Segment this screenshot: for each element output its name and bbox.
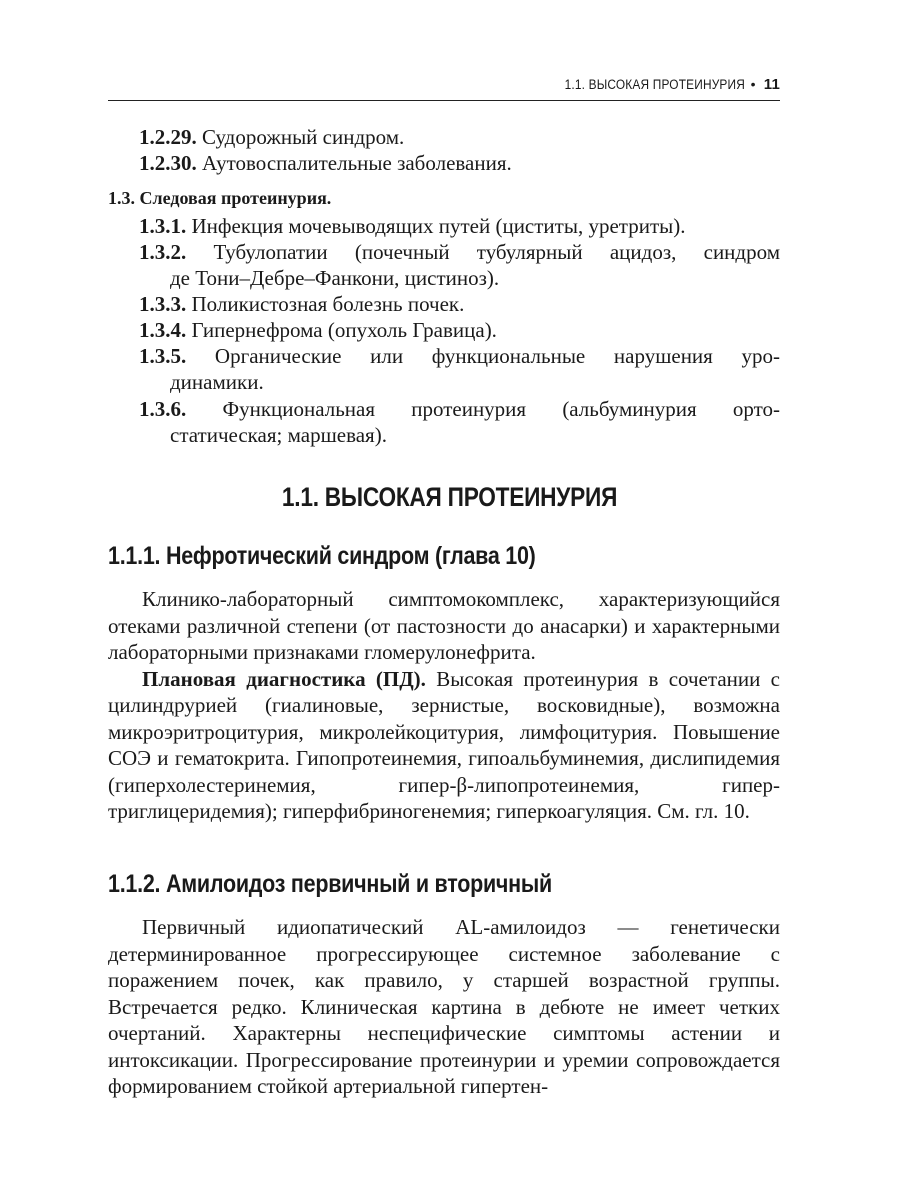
list-item xyxy=(139,151,512,175)
running-head xyxy=(108,76,780,101)
paragraph: Первичный идиопатический AL-амилоидоз — генетически детерминированное прогрессирующее системное заболевание с поражением почек, как правило, у старшей возрастной группы. Встречается редко. Клиническая картина в дебюте не имеет четких очертаний. Характерны неспецифические симптомы астении и интоксикации. Прогрессирование протеинурии и уремии сопровождается формированием стойкой артериальной гипертен- xyxy=(108,915,780,1098)
list-item-continuation: статическая; маршевая). xyxy=(170,423,387,447)
list-item xyxy=(139,214,685,238)
list-item-number: 1.3.3. xyxy=(139,292,187,316)
chapter-heading-text: 1.1. ВЫСОКАЯ ПРОТЕИНУРИЯ xyxy=(282,482,618,512)
list-item-text: Гипернефрома (опухоль Гравица). xyxy=(191,318,497,342)
list-item xyxy=(139,397,780,421)
running-head-title: 1.1. ВЫСОКАЯ ПРОТЕИНУРИЯ xyxy=(564,77,745,92)
list-item-continuation: де Тони–Дебре–Фанкони, цистиноз). xyxy=(170,266,500,290)
paragraph xyxy=(108,666,780,825)
section-1-1-2-body xyxy=(108,914,780,1100)
page-number: 11 xyxy=(763,76,780,93)
list-item-number: 1.3.1. xyxy=(139,214,187,238)
list-item xyxy=(139,318,497,342)
paragraph: Клинико-лабораторный симптомокомплекс, характеризующийся отеками различной степени (от пастозности до анасарки) и характерными лабораторными признаками гломерулонефрита. xyxy=(108,587,780,664)
list-item xyxy=(139,240,780,264)
bullet-separator: • xyxy=(750,76,756,92)
list-item-number: 1.3.5. xyxy=(139,344,187,368)
list-item xyxy=(139,292,464,316)
list-item-number: 1.3.4. xyxy=(139,318,187,342)
list-item-text: Инфекция мочевыводящих путей (циститы, уретриты). xyxy=(191,214,686,238)
paragraph-text: Высокая протеинурия в сочетании с цилиндрурией (гиалиновые, зернистые, восковидные), возможна микроэритроцитурия, микролейкоцитурия, лимфоцитурия. Повышение СОЭ и гематокрита. Гипопротеинемия, гипоальбуминемия, дислипидемия (гиперхолестеринемия, гипер-β-липопротеинемия, гипер-триглицеридемия); гиперфибриногенемия; гиперкоагуляция. См. гл. 10. xyxy=(108,666,780,823)
list-item-text: Функциональная протеинурия (альбуминурия орто- xyxy=(222,397,780,421)
section-heading-1-1-2: 1.1.2. Амилоидоз первичный и вторичный xyxy=(108,870,552,898)
list-item-text: Органические или функциональные нарушения уро- xyxy=(214,344,780,368)
section-heading-1-1-1: 1.1.1. Нефротический синдром (глава 10) xyxy=(108,542,536,570)
chapter-heading xyxy=(0,482,900,513)
list-item-text: Поликистозная болезнь почек. xyxy=(191,292,465,316)
section-1-1-1-body xyxy=(108,586,780,825)
list-item-number: 1.3.2. xyxy=(139,240,187,264)
list-item xyxy=(139,344,780,368)
list-item xyxy=(139,125,404,149)
list-item-continuation: динамики. xyxy=(170,370,264,394)
list-item-number: 1.3.6. xyxy=(139,397,187,421)
list-item-number: 1.2.30. xyxy=(139,151,197,175)
list-item-text: Тубулопатии (почечный тубулярный ацидоз, синдром xyxy=(213,240,780,264)
list-item-text: Аутовоспалительные заболевания. xyxy=(202,151,512,175)
section-heading-1-3: 1.3. Следовая протеинурия. xyxy=(108,188,332,208)
list-item-text: Судорожный синдром. xyxy=(202,125,405,149)
paragraph-lead: Плановая диагностика (ПД). xyxy=(142,666,426,691)
list-item-number: 1.2.29. xyxy=(139,125,197,149)
